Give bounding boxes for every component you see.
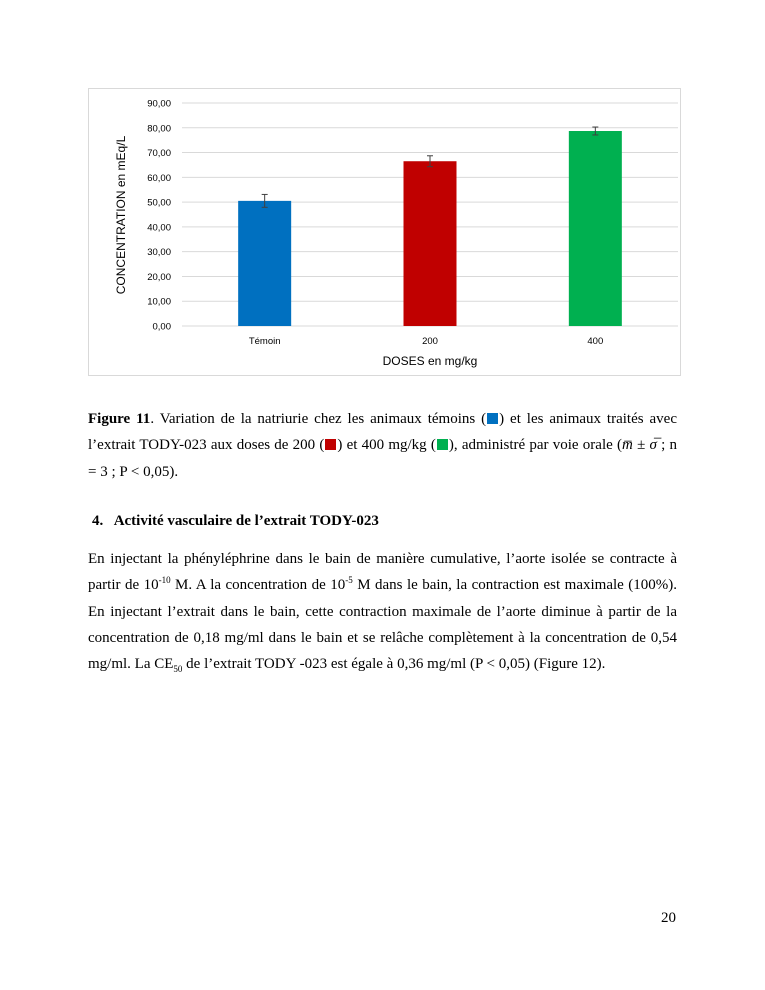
caption-text-4: ), administré par voie orale (: [448, 437, 622, 454]
legend-swatch-400: [437, 439, 448, 450]
body-sup-1: -10: [158, 575, 171, 586]
section-title: Activité vasculaire de l’extrait TODY-023: [113, 513, 379, 529]
section-number: 4.: [92, 513, 104, 529]
y-tick-label: 30,00: [147, 247, 171, 259]
x-axis-title: DOSES en mg/kg: [382, 354, 478, 368]
caption-text-6: ; n = 3 ; P < 0,05).: [88, 437, 678, 480]
y-tick-label: 0,00: [152, 321, 171, 333]
legend-swatch-200: [325, 439, 336, 450]
bar-chart: [88, 88, 681, 376]
y-axis-title: CONCENTRATION en mEq/L: [114, 135, 128, 295]
legend-swatch-temoin: [487, 413, 498, 424]
y-tick-label: 90,00: [147, 98, 171, 110]
section-heading: [92, 513, 379, 530]
y-tick-label: 50,00: [147, 197, 171, 209]
x-tick-label: Témoin: [248, 336, 281, 347]
bar-2: [569, 131, 622, 326]
body-text-3: M dans le bain, la contraction est maximale (100%). En injectant l’extrait dans le bain, cette contraction maximale de l’aorte diminue à partir de la concentration de 0,18 mg/ml dans le bain et se relâche complètement à la concentration de 0,54 mg/ml. La CE: [88, 577, 677, 673]
page-number: 20: [661, 910, 676, 926]
caption-text-1: . Variation de la natriurie chez les animaux témoins (: [150, 411, 487, 427]
bar-0: [238, 201, 291, 326]
body-text-1: En injectant la phényléphrine dans le bain de manière cumulative, l’aorte isolée se contracte à partir de 10: [88, 551, 677, 594]
y-tick-label: 10,00: [147, 296, 171, 308]
figure-caption: [88, 406, 677, 485]
body-text-4: de l’extrait TODY -023 est égale à 0,36 mg/ml (P < 0,05) (Figure 12).: [182, 656, 606, 673]
body-text-2: M. A la concentration de 10: [170, 577, 346, 594]
body-sub-1: 50: [173, 664, 183, 675]
y-tick-label: 40,00: [147, 222, 171, 234]
bar-1: [404, 161, 457, 326]
caption-text-3: ) et 400 mg/kg (: [337, 437, 436, 454]
y-tick-label: 60,00: [147, 172, 171, 184]
caption-text-2: ) et les animaux traités avec l’extrait TODY-023 aux doses de 200 (: [88, 411, 677, 454]
y-tick-label: 20,00: [147, 271, 171, 283]
body-paragraph: [88, 546, 677, 677]
body-sup-2: -5: [345, 575, 353, 586]
x-tick-label: 200: [422, 336, 438, 347]
y-tick-label: 80,00: [147, 123, 171, 135]
caption-mean-sd: m̅ ± σ̅: [622, 437, 657, 454]
x-tick-label: 400: [587, 336, 604, 347]
chart-canvas: [89, 89, 682, 377]
figure-label: Figure 11: [88, 411, 151, 427]
y-tick-label: 70,00: [147, 148, 171, 160]
